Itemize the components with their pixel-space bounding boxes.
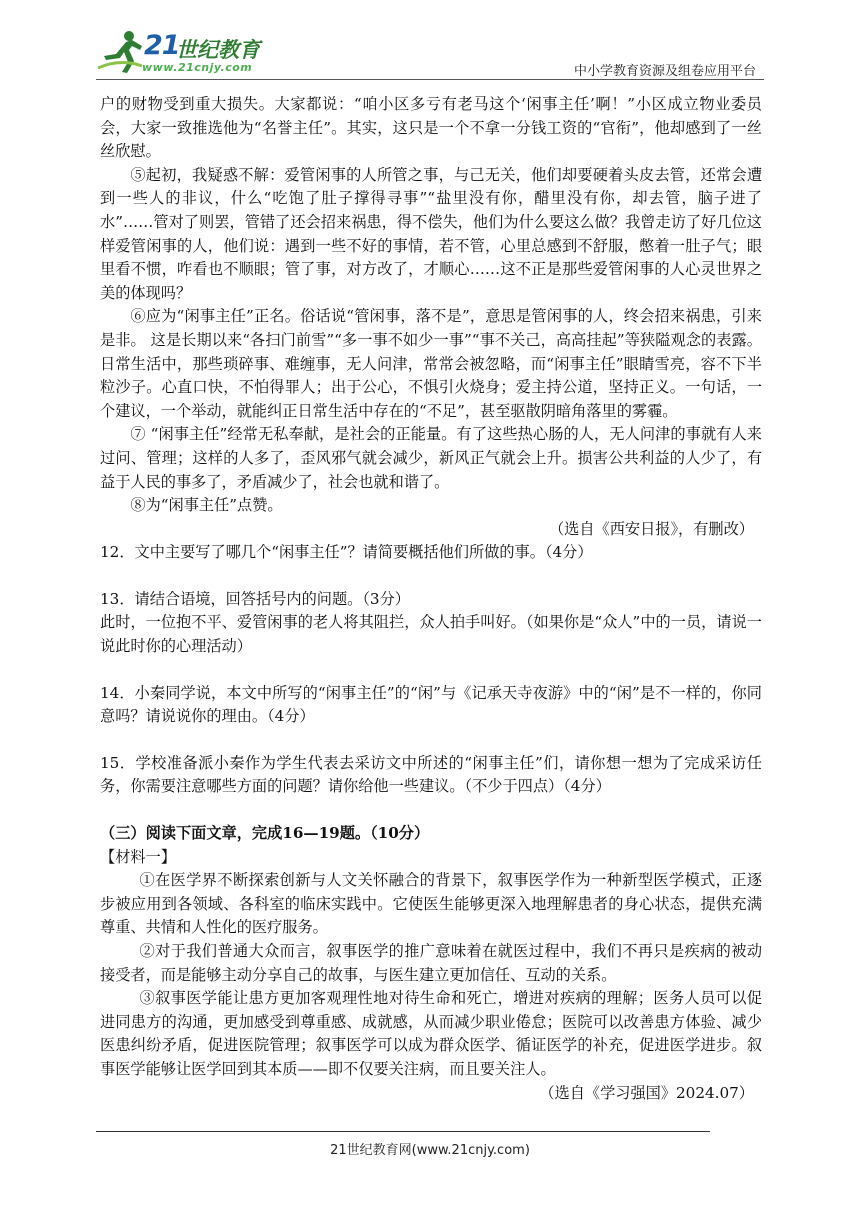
question-14: 14．小秦同学说，本文中所写的“闲事主任”的“闲”与《记承天寺夜游》中的“闲”是不一样的，你同意吗？请说说你的理由。（4分） xyxy=(100,683,762,726)
site-logo xyxy=(96,28,266,78)
answer-space xyxy=(100,659,762,682)
question-12: 12．文中主要写了哪几个“闲事主任”？请简要概括他们所做的事。（4分） xyxy=(100,543,593,562)
article-paragraph-6: ⑥应为“闲事主任”正名。俗话说“管闲事，落不是”，意思是管闲事的人，终会招来祸患，引来是非。 这是长期以来“各扫门前雪”“多一事不如少一事”“事不关己，高高挂起”等狭隘观念的表露。 日常生活中，那些琐碎事、难缠事，无人问津，常常会被忽略，而“闲事主任”眼睛雪亮，容不下半粒沙子。心直口快，不怕得罪人；出于公心，不惧引火烧身；爱主持公道，坚持正义。一句话，一个建议，一个举动，就能纠正日常生活中存在的“不足”，甚至驱散阴暗角落里的雾霾。 xyxy=(100,307,762,420)
article-source: （选自《西安日报》，有删改） xyxy=(548,519,754,538)
document-body xyxy=(100,93,762,1105)
article-paragraph-5: ⑤起初，我疑惑不解：爱管闲事的人所管之事，与己无关，他们却要硬着头皮去管，还常会遭到一些人的非议，什么“吃饱了肚子撑得寻事”“盐里没有你，醋里没有你，却去管，脑子进了水”……管对了则罢，管错了还会招来祸患，得不偿失，他们为什么要这么做？我曾走访了好几位这样爱管闲事的人，他们说：遇到一些不好的事情，若不管，心里总感到不舒服，憋着一肚子气；眼里看不惯，咋看也不顺眼；管了事，对方改了，才顺心……这不正是那些爱管闲事的人心灵世界之美的体现吗？ xyxy=(100,165,762,302)
answer-space xyxy=(100,565,762,588)
material-source: （选自《学习强国》2024.07） xyxy=(539,1083,754,1102)
section-3-title: （三）阅读下面文章，完成16—19题。（10分） xyxy=(100,824,430,843)
answer-space xyxy=(100,729,762,752)
article-paragraph-7: ⑦ “闲事主任”经常无私奉献，是社会的正能量。有了这些热心肠的人，无人问津的事就有人来过问、管理；这样的人多了，歪风邪气就会减少，新风正气就会上升。损害公共利益的人少了，有益于人民的事多了，矛盾减少了，社会也就和谐了。 xyxy=(100,425,762,491)
footer-text: 21世纪教育网(www.21cnjy.com) xyxy=(330,1143,530,1158)
header-divider xyxy=(96,79,764,80)
material-1-label: 【材料一】 xyxy=(100,847,176,866)
material-paragraph-1: ①在医学界不断探索创新与人文关怀融合的背景下，叙事医学作为一种新型医学模式，正逐步被应用到各领域、各科室的临床实践中。它使医生能够更深入地理解患者的身心状态，提供充满尊重、共情和人性化的医疗服务。 xyxy=(100,871,762,937)
logo-url: www.21cnjy.com xyxy=(142,61,253,74)
footer-divider xyxy=(96,1131,710,1132)
article-paragraph-continued: 户的财物受到重大损失。大家都说：“咱小区多亏有老马这个‘闲事主任’啊！”小区成立物业委员会，大家一致推选他为“名誉主任”。其实，这只是一个不拿一分钱工资的“官衔”，他却感到了一丝丝欣慰。 xyxy=(100,95,762,161)
logo-number: 21 xyxy=(144,30,180,61)
logo-text: 世纪教育 xyxy=(176,38,260,62)
runner-icon xyxy=(96,28,144,74)
material-paragraph-2: ②对于我们普通大众而言，叙事医学的推广意味着在就医过程中，我们不再只是疾病的被动接受者，而是能够主动分享自己的故事，与医生建立更加信任、互动的关系。 xyxy=(100,942,762,984)
article-paragraph-8: ⑧为“闲事主任”点赞。 xyxy=(130,496,283,515)
answer-space xyxy=(100,799,762,822)
question-13-body: 此时，一位抱不平、爱管闲事的老人将其阻拦，众人拍手叫好。（如果你是“众人”中的一员，请说一说此时你的心理活动） xyxy=(100,613,762,656)
question-15: 15．学校准备派小秦作为学生代表去采访文中所述的“闲事主任”们，请你想一想为了完成采访任务，你需要注意哪些方面的问题？请你给他一些建议。（不少于四点）（4分） xyxy=(100,753,762,796)
question-13: 13．请结合语境，回答括号内的问题。（3分） xyxy=(100,589,410,608)
platform-label: 中小学教育资源及组卷应用平台 xyxy=(573,64,756,79)
material-paragraph-3: ③叙事医学能让患方更加客观理性地对待生命和死亡，增进对疾病的理解；医务人员可以促进同患方的沟通，更加感受到尊重感、成就感，从而减少职业倦怠；医院可以改善患方体验、减少医患纠纷矛盾，促进医院管理；叙事医学可以成为群众医学、循证医学的补充，促进医学进步。叙事医学能够让医学回到其本质——即不仅要关注病，而且要关注人。 xyxy=(100,989,762,1078)
